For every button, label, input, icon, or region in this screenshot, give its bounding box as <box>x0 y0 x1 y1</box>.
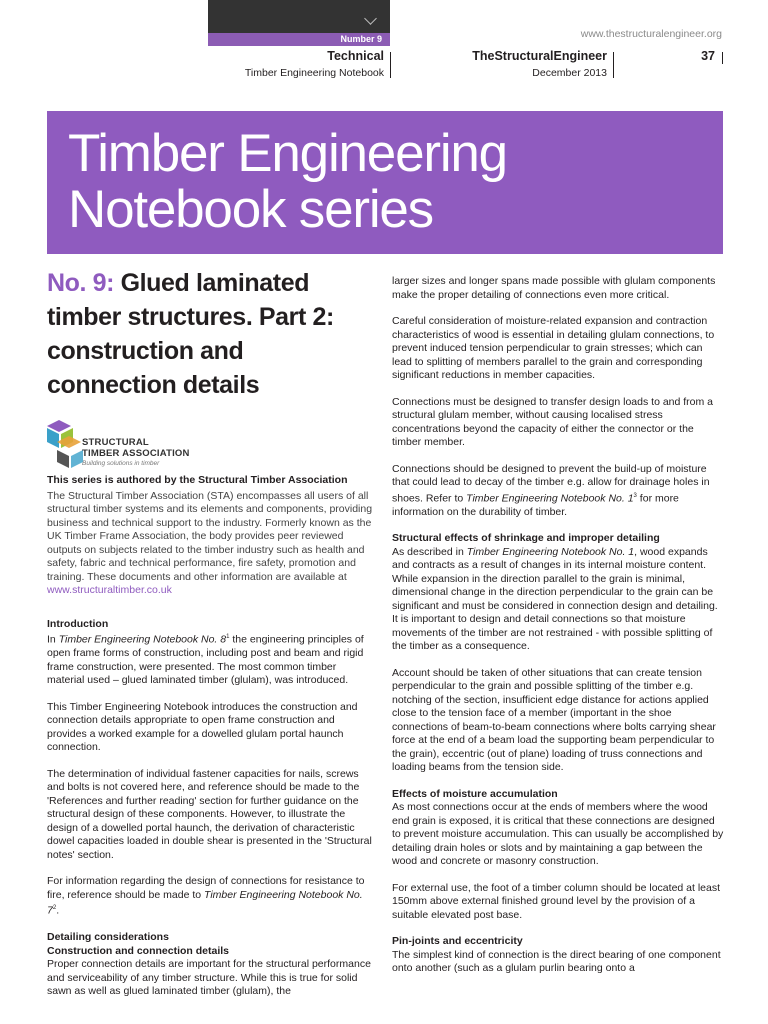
right-p4-post: for more information on the durability of timber. <box>392 492 679 518</box>
sta-link[interactable]: www.structuraltimber.co.uk <box>47 584 172 596</box>
right-column <box>392 275 724 989</box>
series-title <box>68 126 507 238</box>
intro-paragraph-3: The determination of individual fastener capacities for nails, screws and bolts is not covered here, and reference should be made to the 'References and further reading' section for further guidance on the structural design of these components. However, to illustrate the design of a dowelled portal haunch, the derivation of characteristic dowel capacities loaded in double shear is presented in the 'Structural notes' section. <box>47 767 372 861</box>
logo-line2: TIMBER ASSOCIATION <box>82 448 190 459</box>
article-number: No. 9: <box>47 269 115 297</box>
intro-p4-sup: 2 <box>52 905 57 911</box>
right-p4-sup: 3 <box>633 492 637 499</box>
right-paragraph-2: Careful consideration of moisture-related expansion and contraction characteristics of wood is essential in detailing glulam connections, to prevent induced tension perpendicular to grain stresses; which can lead to splitting of members parallel to the grain and corresponding significant reductions in member capacities. <box>392 315 715 381</box>
section-subtitle: Timber Engineering Notebook <box>244 67 384 79</box>
page-number: 37 <box>701 49 715 63</box>
logo-line1: STRUCTURAL <box>82 437 149 448</box>
intro-p1-sup: 1 <box>226 634 230 640</box>
magazine-name: TheStructuralEngineer <box>472 49 607 63</box>
detailing-paragraph-1: Proper connection details are important for the structural performance and serviceability of any timber structure. While this is true for solid sawn as well as glued laminated timber (glulam), the <box>47 958 371 997</box>
section-title: Technical <box>327 49 384 63</box>
intro-heading: Introduction <box>47 617 109 630</box>
right-paragraph-4 <box>392 463 724 520</box>
issue-number: Number 9 <box>208 33 390 46</box>
header-divider <box>613 52 614 78</box>
right-paragraph-8: For external use, the foot of a timber column should be located at least 150mm above external finished ground level by the provision of a suitable elevated post base. <box>392 881 721 921</box>
series-title-line1: Timber Engineering <box>68 124 507 183</box>
right-paragraph-3: Connections must be designed to transfer design loads to and from a structural glulam member, without causing localised stress concentrations beyond the capacity of either the connector or the timber member. <box>392 395 714 448</box>
issue-date: December 2013 <box>532 67 607 79</box>
right-p4-ref: Timber Engineering Notebook No. 1 <box>466 492 634 504</box>
intro-paragraph-1 <box>47 631 374 688</box>
right-paragraph-7: As most connections occur at the ends of members where the wood end grain is exposed, it is critical that these connections are designed to prevent moisture accumulation. This can usually be accomplished by detailing drain holes or slots and by maintaining a gap between the wood and concrete or masonry construction. <box>392 801 724 867</box>
detailing-subheading: Construction and connection details <box>47 944 230 957</box>
pin-joints-heading: Pin-joints and eccentricity <box>392 935 523 947</box>
right-p5-post: , wood expands and contracts as a result of changes in its internal moisture content. While expansion in the direction parallel to the grain is minimal, dimensional change in the direction perpendicular to the grain can be significant and must be considered in connection design and detailing. It is important to design and detail connections so that moisture movements of the timber are not restrained - with possible splitting of the timber as a consequence. <box>392 545 718 652</box>
article-title: Glued laminated timber structures. Part 2: construction and connection details <box>47 269 334 399</box>
sta-logo-wordmark <box>82 437 190 459</box>
intro-p4-post: . <box>56 904 60 917</box>
right-paragraph-1: larger sizes and longer spans made possible with glulam components make the proper detailing of connections even more critical. <box>392 275 716 301</box>
site-url[interactable]: www.thestructuralengineer.org <box>580 28 722 40</box>
sta-authored: This series is authored by the Structural Timber Association <box>47 474 348 486</box>
intro-paragraph-4 <box>47 875 374 918</box>
intro-p1-pre: In <box>47 633 59 646</box>
right-paragraph-6: Account should be taken of other situations that can create tension perpendicular to the grain and possible splitting of the timber e.g. notching of the section, insufficient edge distance for actions applied close to the tension face of a member (important in the shoe connections of beam-to-beam connections where bolts carrying shear force at the end of a beam load the supporting beam perpendicular to the grain), eccentric (out of plane) loading of truss connections and loading beams from the tension side. <box>392 666 716 773</box>
article-headline <box>47 266 377 402</box>
detailing-heading: Detailing considerations <box>47 931 169 943</box>
right-paragraph-5 <box>392 546 724 654</box>
header-divider <box>390 52 391 78</box>
intro-p4-ref: Timber Engineering Notebook No. 7 <box>47 888 363 917</box>
moisture-heading: Effects of moisture accumulation <box>392 787 558 800</box>
right-p4-pre: Connections should be designed to prevent the build-up of moisture that could lead to decay of the timber e.g. allow for drainage holes in shoes. Refer to <box>392 462 710 504</box>
left-column <box>47 474 374 1012</box>
intro-paragraph-2: This Timber Engineering Notebook introduces the construction and connection details appropriate to open frame construction and provides a worked example for a dowelled glulam portal haunch connection. <box>47 700 358 753</box>
logo-tagline: Building solutions in timber <box>82 460 160 467</box>
shrinkage-heading: Structural effects of shrinkage and improper detailing <box>392 532 660 544</box>
sta-body: The Structural Timber Association (STA) encompasses all users of all structural timber systems and its elements and components, providing business and technical support to the industry. Formerly known as the UK Timber Frame Association, the body provides peer reviewed outputs on subjects related to the timber industry such as health and safety, fabric and technical performance, fire safety, promotion and training. These documents and other information are available at <box>47 489 373 583</box>
sta-paragraph <box>47 490 374 598</box>
intro-p1-ref: Timber Engineering Notebook No. 8 <box>58 633 227 646</box>
right-p5-ref: Timber Engineering Notebook No. 1 <box>466 545 635 558</box>
header-divider <box>722 52 723 64</box>
intro-p4-pre: For information regarding the design of connections for resistance to fire, reference should be made to <box>47 875 365 901</box>
intro-p1-post: the engineering principles of open frame forms of construction, including post and beam and rigid frame construction, were presented. The most common timber material used – glued laminated timber (glulam), was introduced. <box>47 633 364 686</box>
right-p5-pre: As described in <box>392 545 467 558</box>
right-paragraph-9: The simplest kind of connection is the direct bearing of one component onto another (such as a glulam purlin bearing onto a <box>392 948 721 974</box>
series-title-line2: Notebook series <box>68 180 433 239</box>
